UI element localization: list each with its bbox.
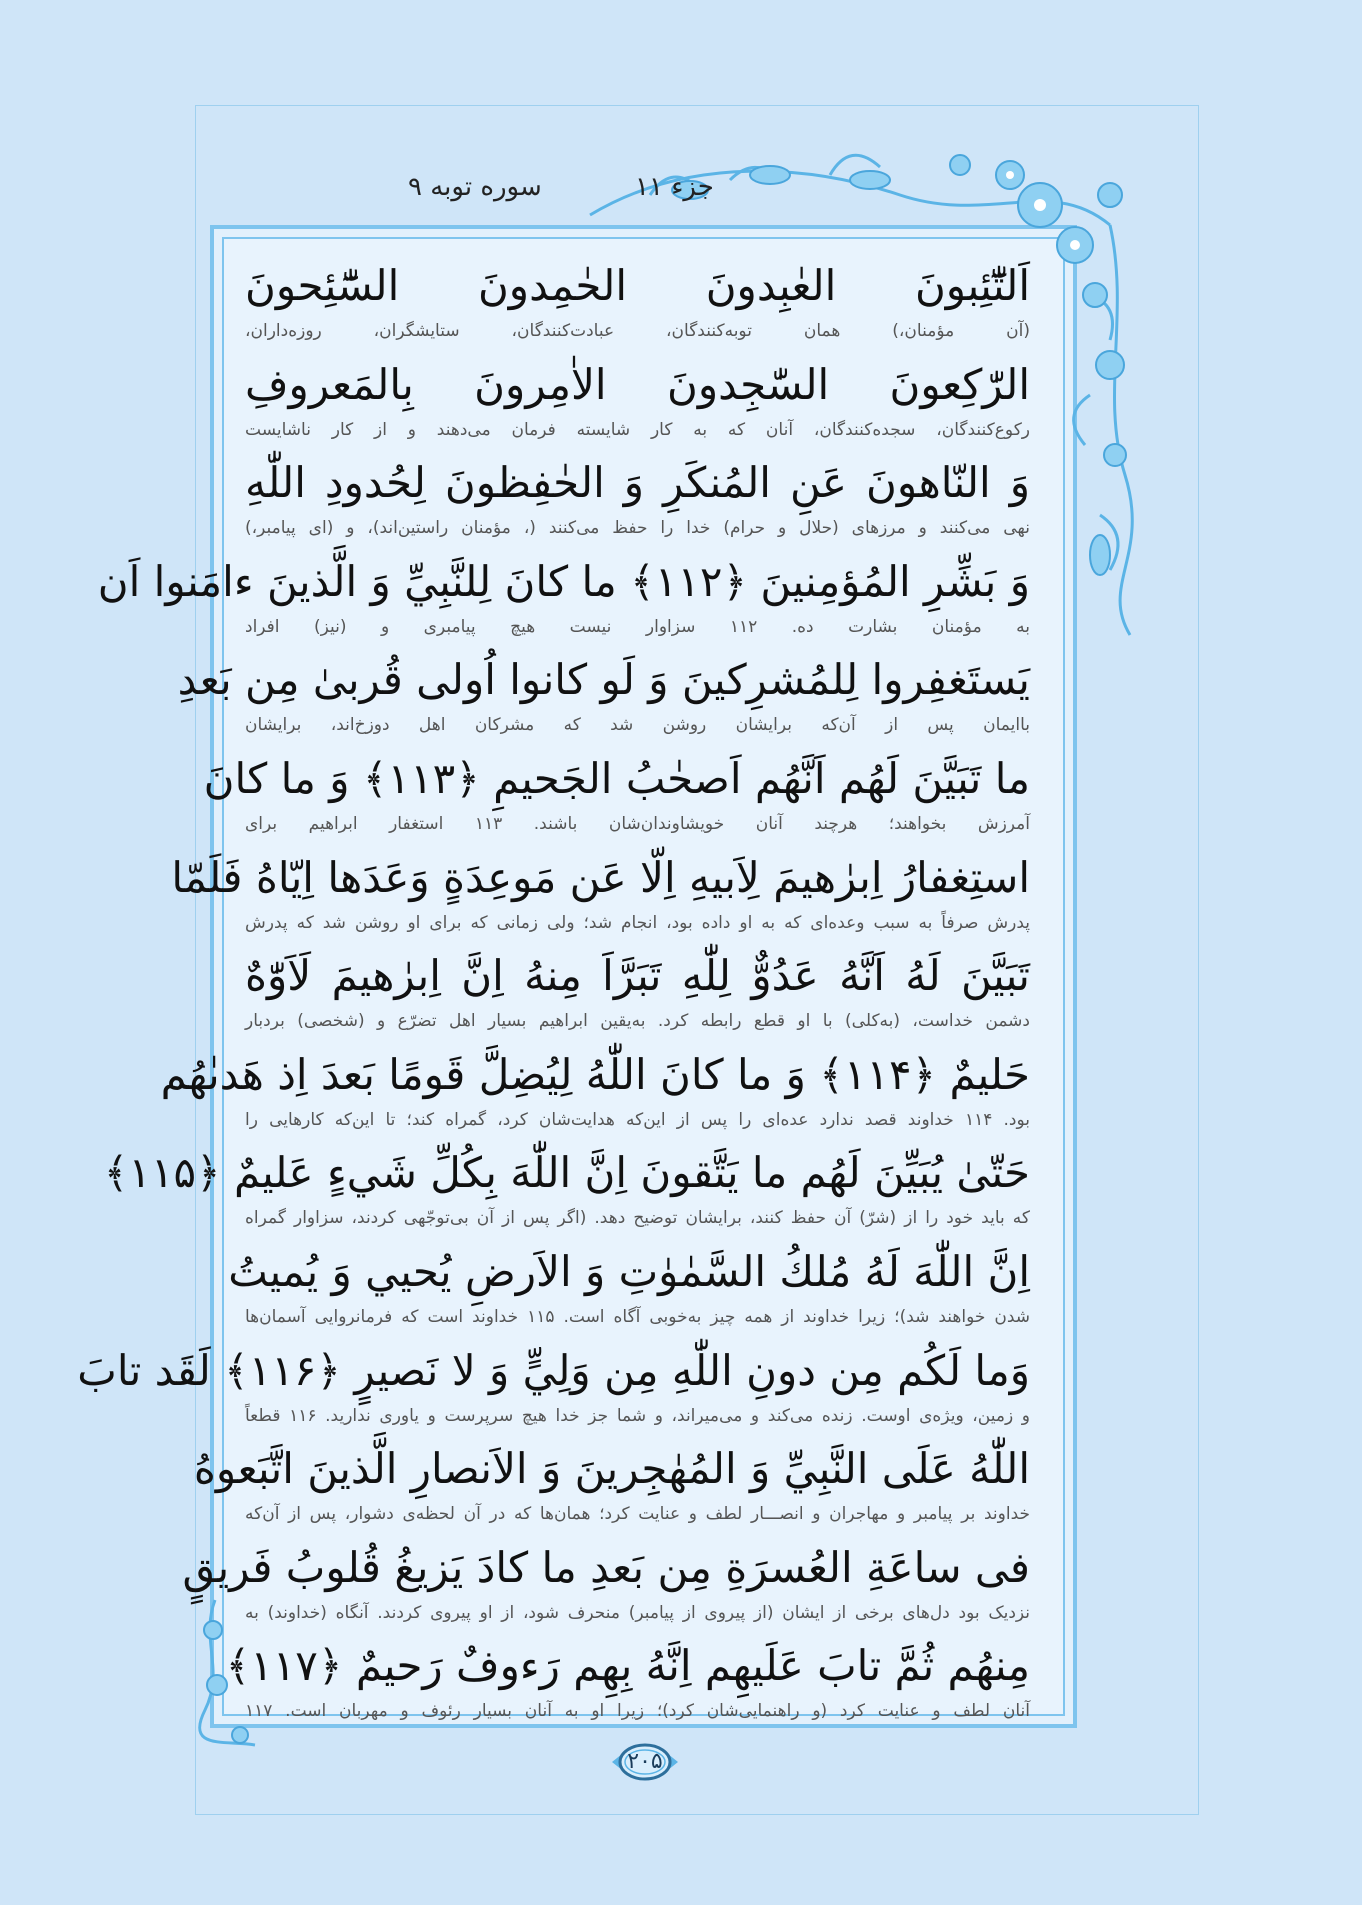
persian-translation: خداوند بر پیامبر و مهاجران و انصـــار لطف و عنایت کرد؛ همان‌ها که در آن لحظه‌ی دشوار، پس از آن‌که [245, 1504, 1030, 1525]
persian-translation: و زمین، ویژه‌ی اوست. زنده می‌کند و می‌میراند، و شما جز خدا هیچ سرپرست و یاوری ندارید. ۱۱۶ قطعاً [245, 1405, 1031, 1426]
verse-line [182, 1537, 1030, 1636]
persian-translation: پدرش صرفاً به سبب وعده‌ای که به او داده بود، انجام شد؛ ولی زمانی که برای او روشن شد که پدرش [245, 912, 1030, 933]
persian-translation: آنان لطف و عنایت کرد (و راهنمایی‌شان کرد)؛ زیرا او به آنان بسیار رئوف و مهربان است. ۱۱۷ [245, 1701, 1030, 1722]
verse-line [103, 1142, 1030, 1241]
arabic-text: مِنهُم ثُمَّ تابَ عَلَيهِم اِنَّهُ بِهِم رَءوفٌ رَحيمٌ ﴿۱۱۷﴾ [225, 1641, 1030, 1691]
verse-line [245, 255, 1030, 354]
persian-translation: شدن خواهند شد)؛ زیرا خداوند از همه چیز به‌خوبی آگاه است. ۱۱۵ خداوند است که فرمانروایی آسمان‌ها [245, 1306, 1030, 1327]
surah-label: سوره توبه ۹ [408, 172, 542, 202]
page-number: ۲۰۵ [627, 1749, 663, 1774]
verse-line [97, 551, 1030, 650]
arabic-text: وَ بَشِّرِ المُؤمِنينَ ﴿۱۱۲﴾ ما كانَ لِلنَّبِيِّ وَ الَّذينَ ءامَنوا اَن [97, 556, 1030, 606]
verse-line [193, 1438, 1030, 1537]
arabic-text: يَستَغفِروا لِلمُشرِكينَ وَ لَو كانوا اُولى قُربىٰ مِن بَعدِ [177, 655, 1030, 705]
persian-translation: به مؤمنان بشارت ده. ۱۱۲ سزاوار نیست هیچ پیامبری و (نیز) افراد [245, 616, 1030, 637]
arabic-text: تَبَيَّنَ لَهُ اَنَّهُ عَدُوٌّ لِلّٰهِ تَبَرَّاَ مِنهُ اِنَّ اِبرٰهيمَ لَاَوّٰهٌ [245, 951, 1030, 1001]
arabic-text: الرّٰكِعونَ السّٰجِدونَ الاٰمِرونَ بِالمَعروفِ [245, 359, 1030, 409]
verse-line [171, 847, 1030, 946]
arabic-text: وَما لَكُم مِن دونِ اللّٰهِ مِن وَلِيٍّ وَ لا نَصيرٍ ﴿۱۱۶﴾ لَقَد تابَ [77, 1345, 1030, 1395]
persian-translation: باایمان پس از آن‌که برایشان روشن شد که مشرکان اهل دوزخ‌اند، برایشان [245, 715, 1030, 736]
persian-translation: آمرزش بخواهند؛ هرچند آنان خویشاوندان‌شان باشند. ۱۱۳ استغفار ابراهیم برای [245, 813, 1031, 834]
persian-translation: نزدیک بود دل‌های برخی از ایشان (از پیروی از پیامبر) منحرف شود، از او پیروی کردند. آنگاه (خداوند) به [245, 1602, 1030, 1623]
verse-line [177, 649, 1030, 748]
verse-line [228, 1241, 1030, 1340]
arabic-text: اَلتّٰٓئِبونَ العٰبِدونَ الحٰمِدونَ السّٰٓئِحونَ [245, 261, 1030, 310]
arabic-text: وَ النّاهونَ عَنِ المُنكَرِ وَ الحٰفِظونَ لِحُدودِ اللّٰهِ [245, 458, 1030, 508]
verse-list [77, 255, 1031, 1734]
arabic-text: حَتّىٰ يُبَيِّنَ لَهُم ما يَتَّقونَ اِنَّ اللّٰهَ بِكُلِّ شَيءٍ عَليمٌ ﴿۱۱۵﴾ [103, 1148, 1030, 1198]
persian-translation: (آن مؤمنان،) همان توبه‌کنندگان، عبادت‌کنندگان، ستایشگران، روزه‌داران، [245, 321, 1030, 341]
persian-translation: رکوع‌کنندگان، سجده‌کنندگان، آنان که به کار شایسته فرمان می‌دهند و از کار ناشایست [245, 419, 1030, 440]
persian-translation: بود. ۱۱۴ خداوند قصد ندارد عده‌ای را پس از این‌که هدایت‌شان کرد، گمراه کند؛ تا این‌که کارهایی را [245, 1109, 1030, 1130]
verse-line [160, 1044, 1030, 1143]
arabic-text: اللّٰهُ عَلَى النَّبِيِّ وَ المُهٰجِرينَ وَ الاَنصارِ الَّذينَ اتَّبَعوهُ [193, 1444, 1030, 1494]
persian-translation: که باید خود را از (شرّ) آن حفظ کنند، برایشان توضیح دهد. (اگر پس از آن بی‌توجّهی کردند، سزاوار گمراه [245, 1208, 1030, 1229]
arabic-text: اِنَّ اللّٰهَ لَهُ مُلكُ السَّمٰوٰتِ وَ الاَرضِ يُحيي وَ يُميتُ [228, 1246, 1030, 1296]
persian-translation: دشمن خداست، (به‌کلی) با او قطع رابطه کرد. به‌یقین ابراهیم بسیار اهل تضرّع و (شخصی) بردبار [245, 1011, 1030, 1032]
verse-line [245, 452, 1030, 551]
arabic-text: فى ساعَةِ العُسرَةِ مِن بَعدِ ما كادَ يَزيغُ قُلوبُ فَريقٍ [182, 1542, 1030, 1592]
verse-line [245, 354, 1030, 453]
arabic-text: استِغفارُ اِبرٰهيمَ لِاَبيهِ اِلّا عَن مَوعِدَةٍ وَعَدَها اِيّاهُ فَلَمّا [171, 852, 1030, 902]
arabic-text: ما تَبَيَّنَ لَهُم اَنَّهُم اَصحٰبُ الجَحيمِ ﴿۱۱۳﴾ وَ ما كانَ [203, 753, 1030, 803]
persian-translation: نهی می‌کنند و مرزهای (حلال و حرام) خدا را حفظ می‌کنند (، مؤمنان راستین‌اند)، و (ای پیامبر،) [245, 518, 1030, 539]
verse-line [225, 1635, 1030, 1734]
juz-label: جزء ۱۱ [635, 172, 714, 202]
verse-line [245, 945, 1030, 1044]
arabic-text: حَليمٌ ﴿۱۱۴﴾ وَ ما كانَ اللّٰهُ لِيُضِلَّ قَومًا بَعدَ اِذ هَدىٰهُم [160, 1049, 1030, 1099]
verse-line [77, 1340, 1031, 1439]
verse-line [203, 748, 1031, 847]
